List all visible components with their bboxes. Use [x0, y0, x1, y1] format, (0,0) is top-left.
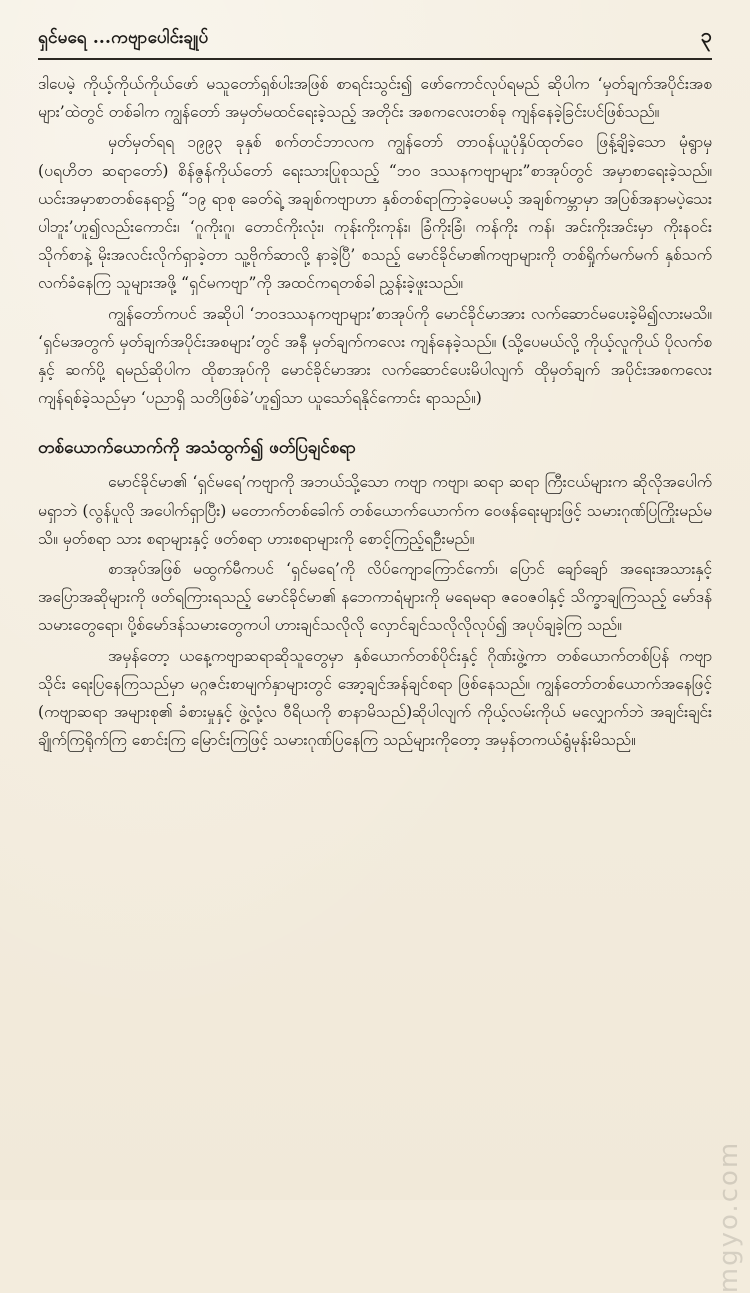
paragraph: ဒါပေမဲ့ ကိုယ့်ကိုယ်ကိုယ်ဖော် မသူတော်ရှစ်ပါးအဖြစ် စာရင်းသွင်း၍ ဖော်ကောင်လုပ်ရမည် ဆိုပါက ‘မှတ်ချက်အပိုင်းအစများ’ထဲတွင် တစ်ခါက ကျွန်တော် အမှတ်မထင်ရေးခဲ့သည့် အတိုင်း အစကလေးတစ်ခု ကျန်နေခဲ့ခြင်းပင်ဖြစ်သည်။ — [38, 75, 712, 122]
watermark-text: mgyo.com — [714, 1140, 744, 1293]
running-head: ရှင်မရေ ...ကဗျာပေါင်းချုပ် — [38, 28, 209, 48]
section-heading: တစ်ယောက်ယောက်ကို အသံထွက်၍ ဖတ်ပြချင်စရာ — [38, 438, 356, 459]
paragraph: မှတ်မှတ်ရရ ၁၉၉၃ ခုနှစ် စက်တင်ဘာလက ကျွန်တော် တာဝန်ယူပုံနှိပ်ထုတ်ဝေ ဖြန့်ချိခဲ့သော မုံရွာမှ (ပရဟိတ ဆရာတော်) စိန်ဇွန်ကိုယ်တော် ရေးသားပြုစုသည့် “ဘဝ ဒဿနကဗျာများ”စာအုပ်တွင် အမှာစာရေးခဲ့သည်။ ယင်းအမှာစာတစ်နေရာ၌ “၁၉ ရာစု ခေတ်ရဲ့ အချစ်ကဗျာဟာ နှစ်တစ်ရာကြာခဲ့ပေမယ့် အချစ်ကမ္ဘာမှာ အပြစ်အနာမပဲ့သေး ပါဘူး’ဟူ၍လည်းကောင်း၊ ‘ဂူကိုးဂူ၊ တောင်ကိုးလုံး၊ ကုန်းကိုးကုန်း၊ ခြံကိုးခြံ၊ ကန်ကိုး ကန်၊ အင်းကိုးအင်းမှာ ကိုးနဝင်းသိုက်စာနဲ့ မိုးအလင်းလိုက်ရှာခဲ့တာ သူ့ဗိုက်ဆာလို့ နာခဲ့ပြီ’ စသည့် မောင်ခိုင်မာ၏ကဗျာများကို တစ်ရှိုက်မက်မက် နှစ်သက်လက်ခံနေကြ သူများအဖို့ “ရှင်မကဗျာ”ကို အထင်ကရတစ်ခါ ညွှန်းခဲ့ဖူးသည်။ — [38, 133, 712, 293]
page-header — [38, 18, 712, 60]
paragraph: အမှန်တော့ ယနေ့ကဗျာဆရာဆိုသူတွေမှာ နှစ်ယောက်တစ်ပိုင်းနှင့် ဂိုဏ်းဖွဲ့ကာ တစ်ယောက်တစ်ပြန် ကဗျာသိုင်း ရေးပြနေကြသည်မှာ မဂ္ဂဇင်းစာမျက်နှာများတွင် အော့ချင်အန်ချင်စရာ ဖြစ်နေသည်။ ကျွန်တော်တစ်ယောက်အနေဖြင့် (ကဗျာဆရာ အများစု၏ ခံစားမှုနှင့် ဖွဲ့လုံ့လ ဝီရိယကို စာနာမိသည်)ဆိုပါလျက် ကိုယ့်လမ်းကိုယ် မလျှောက်ဘဲ အချင်းချင်းချိုက်ကြရိုက်ကြ စောင်းကြ မြောင်းကြဖြင့် သမားဂုဏ်ပြနေကြ သည်များကိုတော့ အမှန်တကယ်ရွံမုန်းမိသည်။ — [38, 646, 712, 750]
paragraph: စာအုပ်အဖြစ် မထွက်မီကပင် ‘ရှင်မရေ’ကို လိပ်ကျောကြောင်ကော်၊ ပြောင် ချော်ချော် အရေးအသားနှင့် အပြောအဆိုများကို ဖတ်ရကြားရသည့် မောင်ခိုင်မာ၏ နဘေကာရံများကို မရေမရာ ဇဝေဇဝါနှင့် သိက္ခာချကြသည့် မော်ဒန်သမားတွေရော၊ ပို့စ်မော်ဒန်သမားတွေကပါ ဟားချင်သလိုလို လှောင်ချင်သလိုလိုလုပ်၍ အပုပ်ချခဲ့ကြ သည်။ — [38, 560, 712, 635]
watermark — [524, 1140, 744, 1293]
page-number: ၃ — [700, 23, 712, 47]
paragraph: ကျွန်တော်ကပင် အဆိုပါ ‘ဘဝဒဿနကဗျာများ’စာအုပ်ကို မောင်ခိုင်မာအား လက်ဆောင်မပေးခဲ့မိ၍လားမသိ။ ‘ရှင်မအတွက် မှတ်ချက်အပိုင်းအစများ’တွင် အနီ မှတ်ချက်ကလေး ကျန်နေခဲ့သည်။ (သို့ပေမယ်လို့ ကိုယ့်လူကိုယ် ပိုလက်စနှင့် ဆက်ပို့ ရမည်ဆိုပါက ထိုစာအုပ်ကို မောင်ခိုင်မာအား လက်ဆောင်ပေးမိပါလျက် ထိုမှတ်ချက် အပိုင်းအစကလေး ကျန်ရစ်ခဲ့သည်မှာ ‘ပညာရှိ သတိဖြစ်ခဲ’ဟူ၍သာ ယူသော်ရနိုင်ကောင်း ရာသည်။) — [38, 304, 712, 408]
paragraph: မောင်ခိုင်မာ၏ ‘ရှင်မရေ’ကဗျာကို အဘယ်သို့သော ကဗျာ ကဗျာ၊ ဆရာ ဆရာ ကြီးငယ်များက ဆိုလိုအပေါက်မရှာဘဲ (လွန်ပူလို အပေါက်ရှာပြီး) မတောက်တစ်ခေါက် တစ်ယောက်ယောက်က ဝေဖန်ရေးများဖြင့် သမားဂုဏ်ပြကြိုးမည်မသိ။ မှတ်စရာ သား စရာများနှင့် ဖတ်စရာ ဟားစရာများကို စောင့်ကြည့်ရဦးမည်။ — [38, 473, 712, 548]
page-body — [38, 70, 712, 1184]
